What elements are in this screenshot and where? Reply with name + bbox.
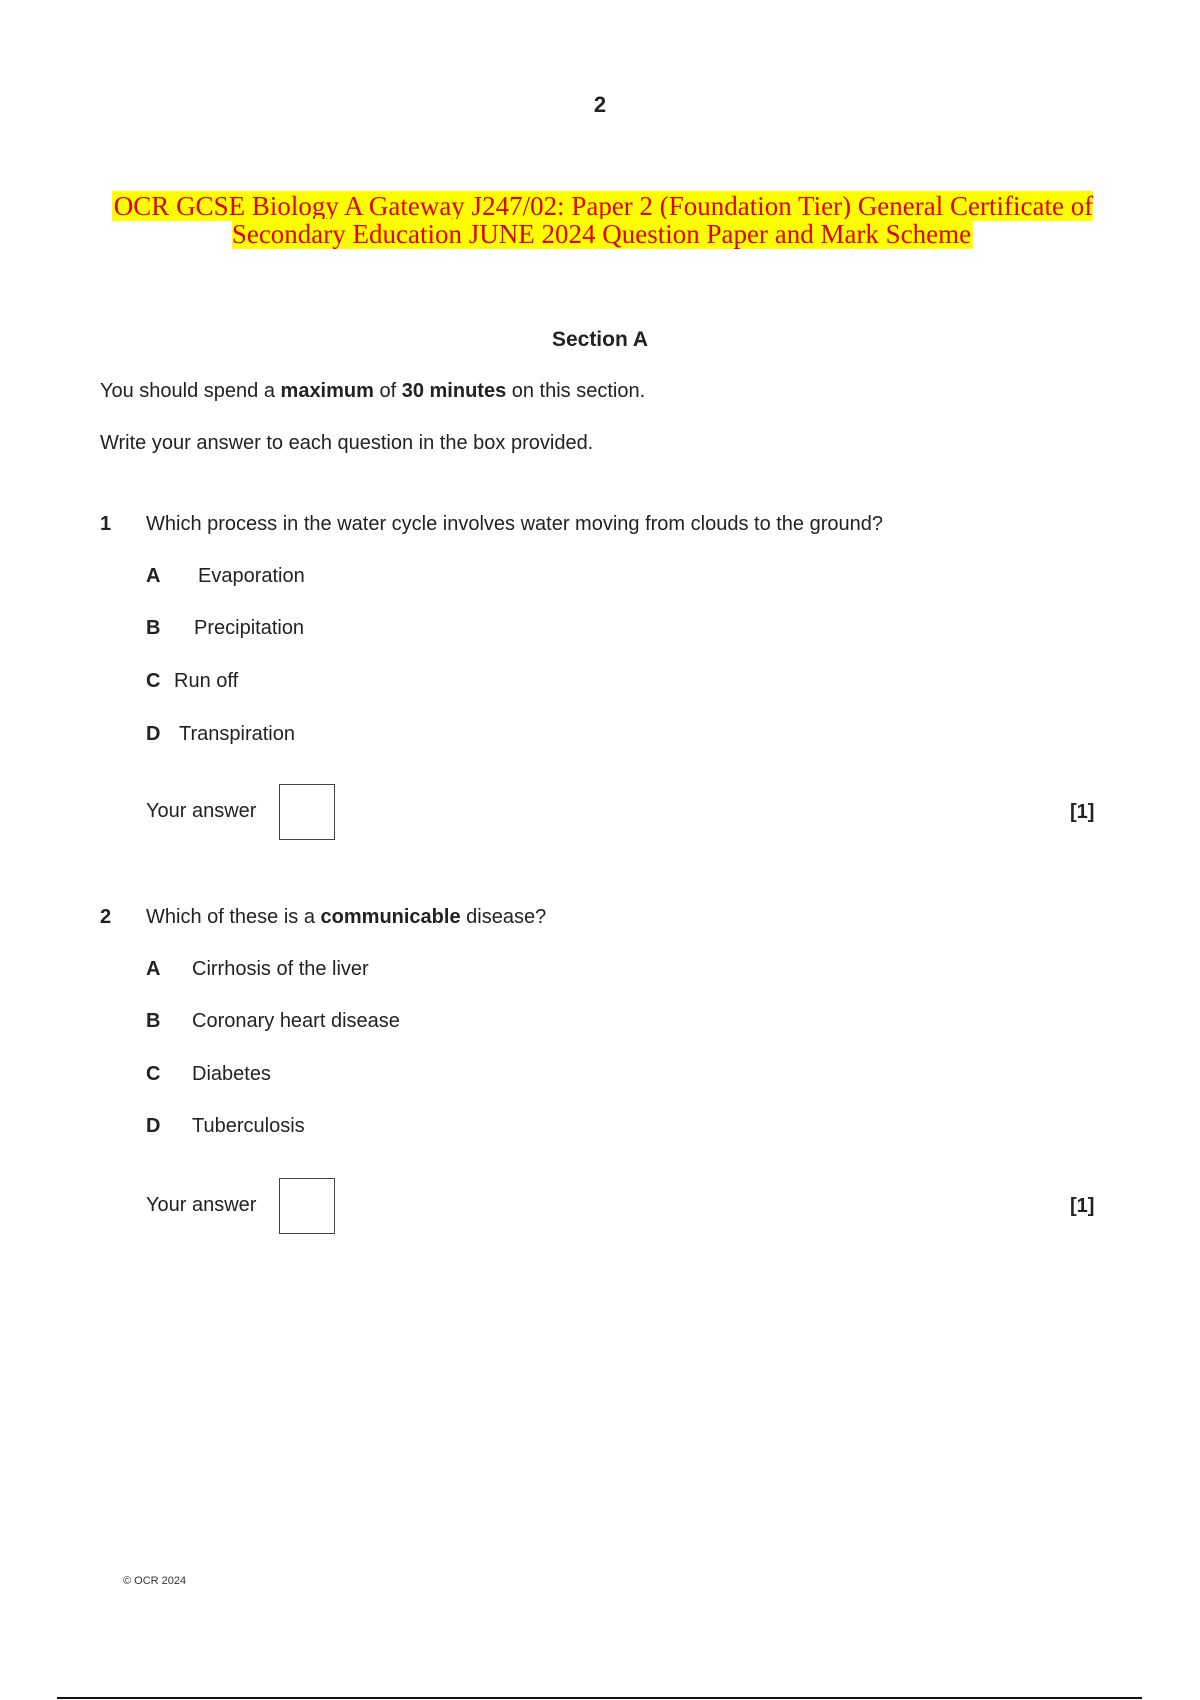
- answer-instruction: Write your answer to each question in the box provided.: [100, 432, 594, 454]
- time-instruction-part-1: You should spend a: [100, 380, 281, 402]
- question-1-option-a-letter: A: [146, 565, 161, 587]
- bottom-divider: [57, 1697, 1142, 1699]
- time-instruction-part-3: on this section.: [506, 380, 646, 402]
- question-1-number: 1: [100, 513, 112, 535]
- document-title-text: OCR GCSE Biology A Gateway J247/02: Paper 2 (Foundation Tier) General Certificate of Secondary Education JUNE 2024 Question Paper and Mark Scheme: [113, 191, 1094, 249]
- question-1-option-d-text: Transpiration: [179, 723, 295, 745]
- question-2-text-bold: communicable: [320, 906, 461, 928]
- question-1-answer-label: Your answer: [146, 800, 257, 822]
- question-1-text: Which process in the water cycle involves water moving from clouds to the ground?: [146, 513, 884, 535]
- question-1-option-b-letter: B: [146, 617, 161, 639]
- question-2-option-a-text: Cirrhosis of the liver: [192, 958, 369, 980]
- section-heading: Section A: [551, 328, 649, 351]
- time-instruction-part-2: of: [373, 380, 402, 402]
- question-2-marks: [1]: [1070, 1195, 1095, 1217]
- question-2-text: [146, 906, 546, 929]
- time-instruction: [100, 380, 645, 403]
- question-1-option-d-letter: D: [146, 723, 161, 745]
- document-title: [85, 192, 1120, 248]
- question-1-option-a-text: Evaporation: [198, 565, 305, 587]
- question-2-option-c-letter: C: [146, 1063, 161, 1085]
- question-2-option-b-text: Coronary heart disease: [192, 1010, 400, 1032]
- question-1-option-c-letter: C: [146, 670, 161, 692]
- page-number: 2: [593, 92, 607, 117]
- question-1-option-b-text: Precipitation: [194, 617, 305, 639]
- time-instruction-bold-2: 30 minutes: [401, 380, 507, 402]
- question-2-answer-box[interactable]: [279, 1178, 335, 1234]
- question-2-number: 2: [100, 906, 112, 928]
- question-2-option-d-text: Tuberculosis: [192, 1115, 305, 1137]
- question-2-text-after: disease?: [460, 906, 547, 928]
- question-2-option-c-text: Diabetes: [192, 1063, 271, 1085]
- question-2-option-d-letter: D: [146, 1115, 161, 1137]
- question-2-answer-label: Your answer: [146, 1194, 257, 1216]
- question-2-option-a-letter: A: [146, 958, 161, 980]
- copyright-notice: © OCR 2024: [123, 1575, 187, 1587]
- question-1-answer-box[interactable]: [279, 784, 335, 840]
- question-2-option-b-letter: B: [146, 1010, 161, 1032]
- time-instruction-bold-1: maximum: [280, 380, 374, 402]
- question-1-option-c-text: Run off: [174, 670, 239, 692]
- question-1-marks: [1]: [1070, 801, 1095, 823]
- question-2-text-before: Which of these is a: [146, 906, 321, 928]
